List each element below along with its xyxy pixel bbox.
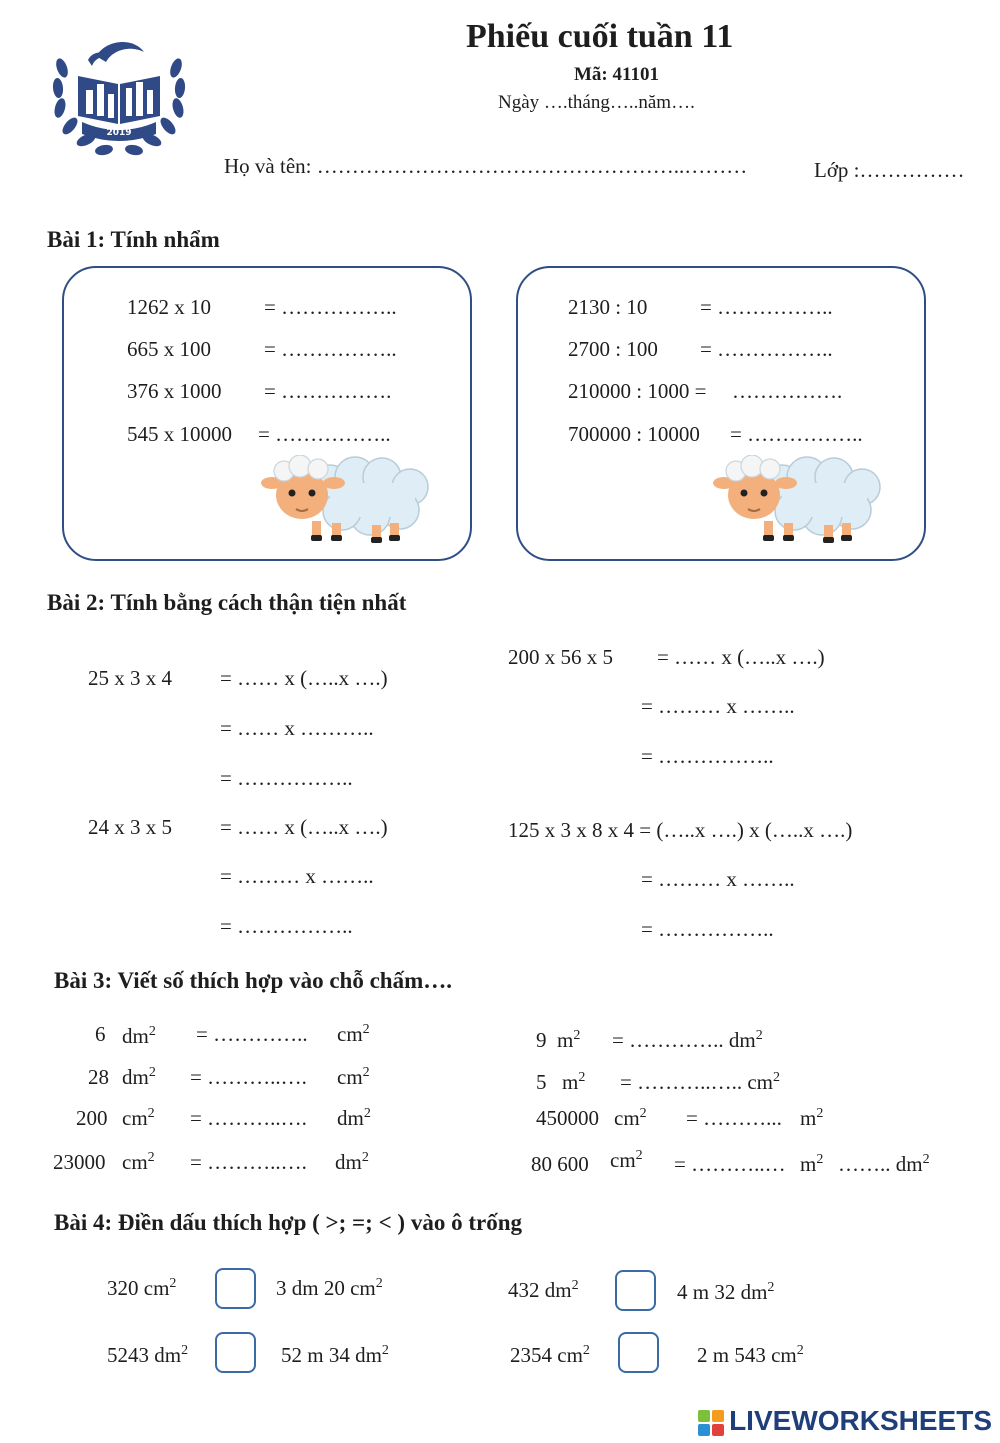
bai3-l1-value: 6 bbox=[95, 1022, 106, 1046]
bai2-p4-expr[interactable]: 125 x 3 x 8 x 4 = (…..x ….) x (…..x ….) bbox=[508, 818, 853, 842]
bai4-heading: Bài 4: Điền dấu thích hợp ( >; =; < ) vào ô trống bbox=[54, 1210, 522, 1235]
bai3-heading: Bài 3: Viết số thích hợp vào chỗ chấm…. bbox=[54, 968, 453, 993]
bai1-heading: Bài 1: Tính nhẩm bbox=[47, 227, 220, 252]
bai2-p2-expr: 24 x 3 x 5 bbox=[88, 815, 172, 839]
bai1-right-answer-4[interactable]: = …………….. bbox=[730, 422, 863, 446]
bai2-p2-line3[interactable]: = …………….. bbox=[220, 914, 353, 938]
bai2-p3-line1[interactable]: = …… x (…..x ….) bbox=[657, 645, 825, 669]
bai2-p2-line2[interactable]: = ……… x …….. bbox=[220, 864, 374, 888]
bai4-row2-left: 432 $dm^2$ bbox=[508, 1278, 579, 1302]
bai3-r2-unit: $m^2$ bbox=[562, 1070, 586, 1094]
name-line[interactable]: Họ và tên: ……………………………………………..……… bbox=[224, 154, 748, 178]
liveworksheets-logo-icon bbox=[698, 1410, 724, 1436]
logo-year: 2019 bbox=[106, 128, 132, 138]
bai3-l2-target-unit: $cm^2$ bbox=[337, 1065, 370, 1089]
liveworksheets-brand: LIVEWORKSHEETS bbox=[729, 1405, 992, 1436]
worksheet-code: Mã: 41101 bbox=[574, 64, 659, 85]
bai3-r2-value: 5 bbox=[536, 1070, 547, 1094]
bai4-row1-right: 3 dm 20 $cm^2$ bbox=[276, 1276, 383, 1300]
bai3-r1-unit: $m^2$ bbox=[557, 1028, 581, 1052]
bai2-p1-line1[interactable]: = …… x (…..x ….) bbox=[220, 666, 388, 690]
bai4-row3-left: 5243 $dm^2$ bbox=[107, 1343, 189, 1367]
bai4-row4-right: 2 m 543 $cm^2$ bbox=[697, 1343, 804, 1367]
bai3-l2-value: 28 bbox=[88, 1065, 109, 1089]
bai3-l3-unit: $cm^2$ bbox=[122, 1106, 155, 1130]
bai1-right-answer-3[interactable]: ……………. bbox=[732, 379, 843, 403]
school-logo bbox=[48, 38, 190, 158]
bai2-p3-expr: 200 x 56 x 5 bbox=[508, 645, 613, 669]
sheep-illustration bbox=[260, 455, 435, 550]
compare-answer-box[interactable] bbox=[618, 1332, 659, 1373]
bai2-p3-line3[interactable]: = …………….. bbox=[641, 744, 774, 768]
bai1-right-expr-3: 210000 : 1000 = bbox=[568, 379, 707, 403]
bai3-l2-blank[interactable]: = ………..…. bbox=[190, 1065, 307, 1089]
bai2-p4-line3[interactable]: = …………….. bbox=[641, 917, 774, 941]
bai3-l4-value: 23000 bbox=[53, 1150, 106, 1174]
page-title: Phiếu cuối tuần 11 bbox=[466, 18, 734, 55]
bai2-p2-line1[interactable]: = …… x (…..x ….) bbox=[220, 815, 388, 839]
bai3-l3-value: 200 bbox=[76, 1106, 108, 1130]
bai1-right-answer-2[interactable]: = …………….. bbox=[700, 337, 833, 361]
bai3-r4-value: 80 600 bbox=[531, 1152, 589, 1176]
bai3-l3-target-unit: $dm^2$ bbox=[337, 1106, 371, 1130]
bai3-r4-unit-m: $m^2$ bbox=[800, 1152, 824, 1176]
bai3-r4-extra: …….. $dm^2$ bbox=[838, 1152, 930, 1176]
bai3-l1-target-unit: $cm^2$ bbox=[337, 1022, 370, 1046]
bai1-left-expr-1: 1262 x 10 bbox=[127, 295, 211, 319]
bai1-left-expr-2: 665 x 100 bbox=[127, 337, 211, 361]
bai3-r3-target-unit: $m^2$ bbox=[800, 1106, 824, 1130]
compare-answer-box[interactable] bbox=[615, 1270, 656, 1311]
bai2-p1-line3[interactable]: = …………….. bbox=[220, 766, 353, 790]
date-line: Ngày ….tháng…..năm…. bbox=[498, 92, 695, 113]
bai1-right-expr-2: 2700 : 100 bbox=[568, 337, 658, 361]
bai2-p1-line2[interactable]: = …… x ……….. bbox=[220, 716, 374, 740]
bai1-left-answer-1[interactable]: = …………….. bbox=[264, 295, 397, 319]
bai1-right-expr-1: 2130 : 10 bbox=[568, 295, 648, 319]
bai3-r1-value: 9 bbox=[536, 1028, 547, 1052]
bai3-l1-unit: $dm^2$ bbox=[122, 1024, 156, 1048]
bai3-r3-value: 450000 bbox=[536, 1106, 599, 1130]
bai4-row2-right: 4 m 32 $dm^2$ bbox=[677, 1280, 775, 1304]
bai3-r3-unit: $cm^2$ bbox=[614, 1106, 647, 1130]
bai2-p4-line2[interactable]: = ……… x …….. bbox=[641, 867, 795, 891]
compare-answer-box[interactable] bbox=[215, 1268, 256, 1309]
bai1-right-expr-4: 700000 : 10000 bbox=[568, 422, 700, 446]
bai2-p1-expr: 25 x 3 x 4 bbox=[88, 666, 172, 690]
bai3-r2-blank: = ………..….. $cm^2$ bbox=[620, 1070, 780, 1094]
bai1-right-answer-1[interactable]: = …………….. bbox=[700, 295, 833, 319]
sheep-illustration bbox=[712, 455, 887, 550]
bai3-r1-blank: = ………….. $dm^2$ bbox=[612, 1028, 763, 1052]
bai1-left-answer-4[interactable]: = …………….. bbox=[258, 422, 391, 446]
bai3-l1-blank[interactable]: = ………….. bbox=[196, 1022, 308, 1046]
bai1-left-answer-2[interactable]: = …………….. bbox=[264, 337, 397, 361]
bai1-left-expr-3: 376 x 1000 bbox=[127, 379, 222, 403]
bai3-l4-target-unit: $dm^2$ bbox=[335, 1150, 369, 1174]
class-line[interactable]: Lớp :…………… bbox=[814, 158, 965, 182]
bai2-heading: Bài 2: Tính bằng cách thận tiện nhất bbox=[47, 590, 407, 615]
bai3-l3-blank[interactable]: = ………..…. bbox=[190, 1106, 307, 1130]
bai4-row3-right: 52 m 34 $dm^2$ bbox=[281, 1343, 389, 1367]
bai3-r3-blank[interactable]: = ………... bbox=[686, 1106, 782, 1130]
bai1-left-expr-4: 545 x 10000 bbox=[127, 422, 232, 446]
bai3-l4-blank[interactable]: = ………..…. bbox=[190, 1150, 307, 1174]
bai3-r4-unit: $cm^2$ bbox=[610, 1148, 643, 1172]
bai3-l4-unit: $cm^2$ bbox=[122, 1150, 155, 1174]
bai3-l2-unit: $dm^2$ bbox=[122, 1065, 156, 1089]
bai1-left-answer-3[interactable]: = ……………. bbox=[264, 379, 392, 403]
bai4-row4-left: 2354 $cm^2$ bbox=[510, 1343, 590, 1367]
bai2-p3-line2[interactable]: = ……… x …….. bbox=[641, 694, 795, 718]
bai4-row1-left: 320 $cm^2$ bbox=[107, 1276, 177, 1300]
compare-answer-box[interactable] bbox=[215, 1332, 256, 1373]
bai3-r4-blank[interactable]: = ………..… bbox=[674, 1152, 786, 1176]
